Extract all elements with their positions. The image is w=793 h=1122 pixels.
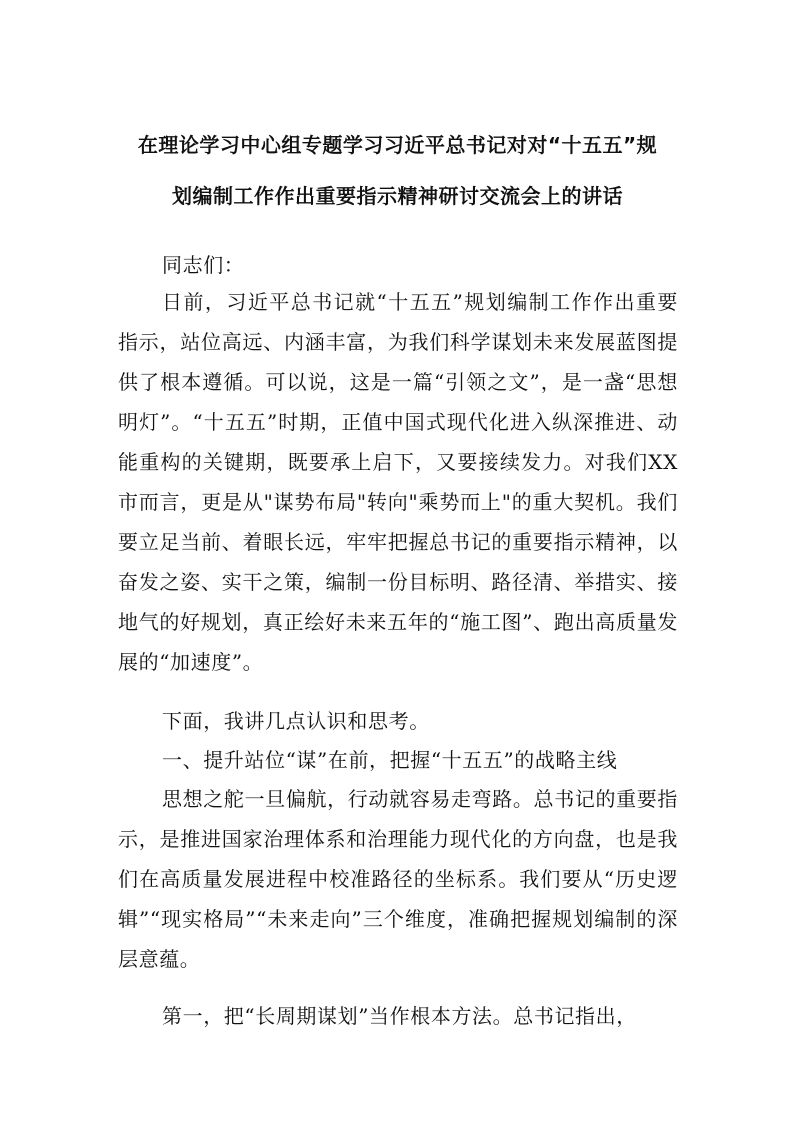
transition-paragraph: 下面，我讲几点认识和思考。: [162, 709, 430, 733]
point-1-paragraph: 第一，把“长周期谋划”当作根本方法。总书记指出，: [162, 1004, 637, 1028]
document-title-line1: 在理论学习中心组专题学习习近平总书记对对“十五五”规: [137, 133, 658, 157]
section-1-paragraph: 思想之舵一旦偏航，行动就容易走弯路。总书记的重要指示，是推进国家治理体系和治理能力现代化的方向盘，也是我们在高质量发展进程中校准路径的坐标系。我们要从“历史逻辑”“现实格局”“未来走向”三个维度，准确把握规划编制的深层意蕴。: [118, 787, 678, 971]
intro-paragraph: 日前，习近平总书记就“十五五”规划编制工作作出重要指示，站位高远、内涵丰富，为我们科学谋划未来发展蓝图提供了根本遵循。可以说，这是一篇“引领之文”，是一盏“思想明灯”。“十五五”时期，正值中国式现代化进入纵深推进、动能重构的关键期，既要承上启下，又要接续发力。对我们XX市而言，更是从"谋势布局"转向"乘势而上"的重大契机。我们要立足当前、着眼长远，牢牢把握总书记的重要指示精神，以奋发之姿、实干之策，编制一份目标明、路径清、举措实、接地气的好规划，真正绘好未来五年的“施工图”、跑出高质量发展的“加速度”。: [118, 290, 678, 674]
document-title-line2: 划编制工作作出重要指示精神研讨交流会上的讲话: [172, 184, 623, 208]
salutation: 同志们：: [162, 253, 245, 277]
section-heading-1: 一、提升站位“谋”在前，把握“十五五”的战略主线: [162, 748, 618, 772]
